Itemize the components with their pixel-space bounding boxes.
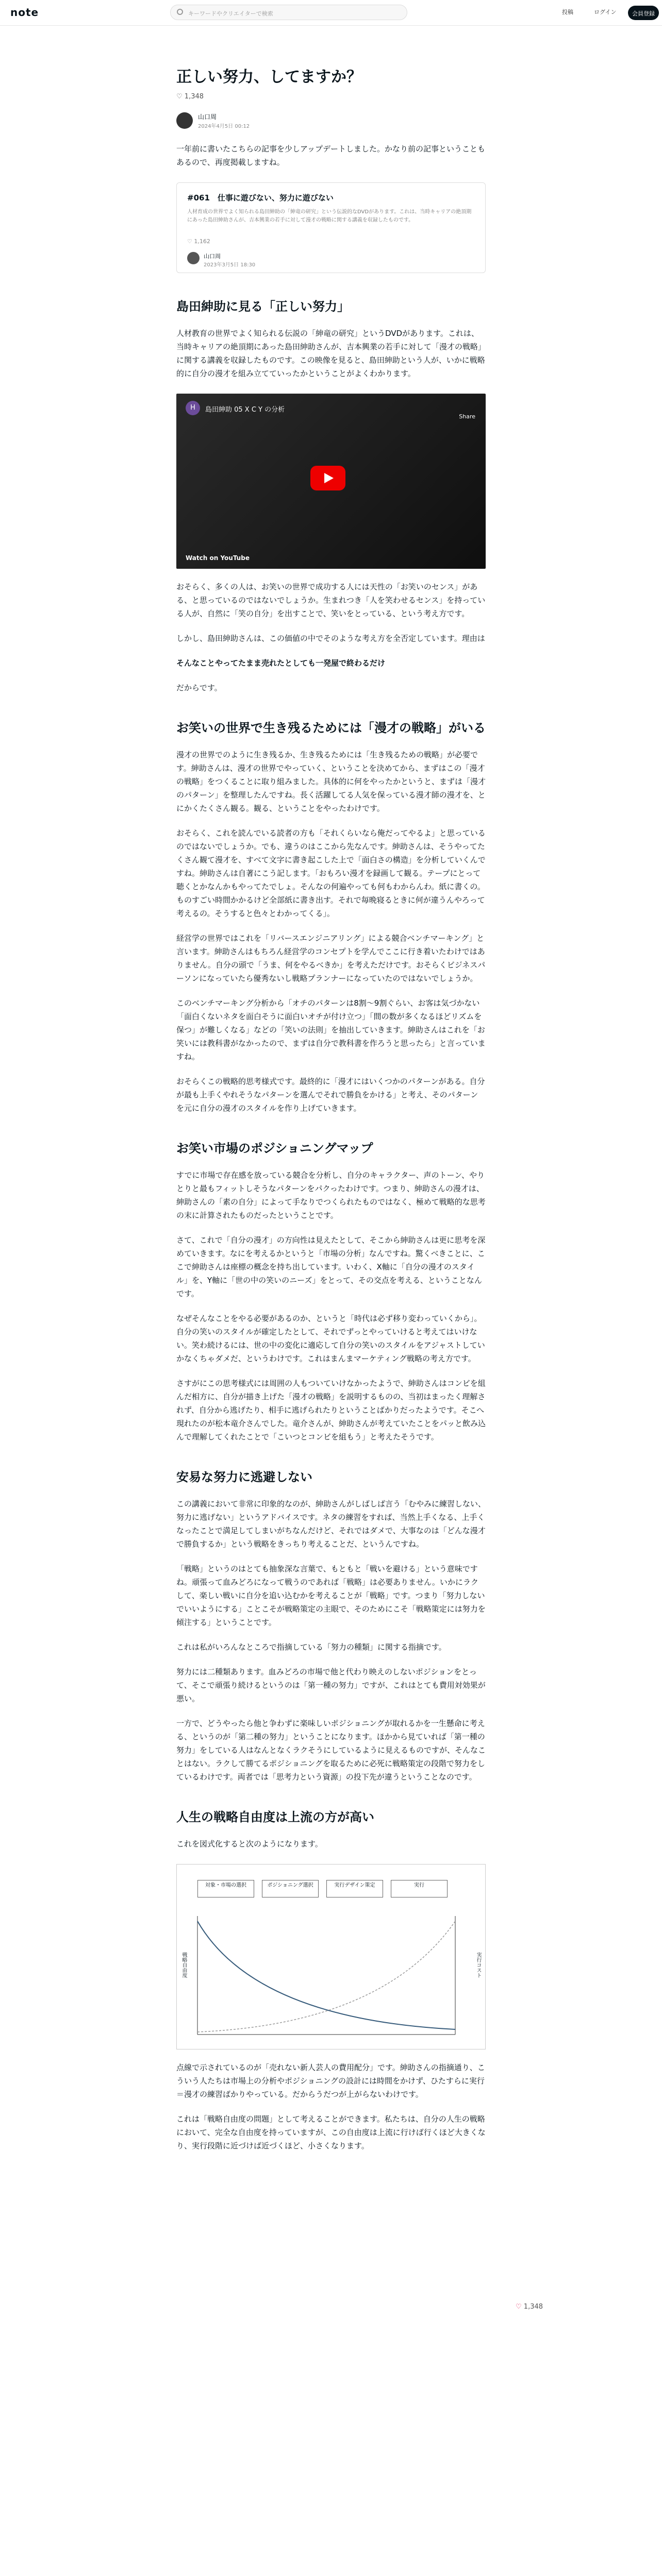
card-description: 人材育成の世界でよく知られる島田紳助の「紳竜の研究」という伝説的なDVDがあります。これは、当時キャリアの絶頂期にあった島田紳助さんが、吉本興業の若手に対して漫才の戦略に関する講義を収録したものです。 [187,209,472,223]
section-heading: お笑いの世界で生き残るためには「漫才の戦略」がいる [176,721,486,735]
post-button[interactable]: 投稿 [562,9,573,15]
paragraph: これは私がいろんなところで指摘している「努力の種類」に関する指摘です。 [176,1642,446,1652]
section-heading: お笑い市場のポジショニングマップ [176,1141,373,1156]
search-input[interactable]: キーワードやクリエイターで検索 [170,5,407,20]
login-button[interactable]: ログイン [594,9,617,15]
axis-label-right: 実行コスト [475,1952,481,1978]
paragraph: これを図式化すると次のようになります。 [176,1839,323,1849]
watch-on-youtube-link[interactable]: Watch on YouTube [186,554,250,562]
channel-icon[interactable]: H [186,401,200,415]
paragraph: おそらく、これを読んでいる読者の方も「それくらいなら俺だってやるよ」と思っているのではないでしょうか。でも、違うのはここから先なんです。紳助さんは、そうやってたくさん観て漫才を、すべて文字に書き起こした上で「面白さの構造」を分析していくんですね。紳助さんは自著にこう記します。「おもろい漫才を録画して観る。テープにとって聴くとかなんかもやってたでしょ。そんなの何遍やっても何もわからんわ。紙に書くの。ものすごい時間かかるけど全部紙に書き出す。それで毎晩寝るときに何が違うんやろって考えるの。そうすると色々とわかってくる」。 [176,828,486,918]
embedded-article-card[interactable] [176,182,486,273]
video-title[interactable]: 島田紳助 05 X C Y の分析 [205,406,285,414]
bold-paragraph: そんなことやってたまま売れたとしても一発屋で終わるだけ [176,658,386,668]
stage-label: 対象・市場の選択 [197,1880,254,1897]
paragraph: 点線で示されているのが「売れない新人芸人の費用配分」です。紳助さんの指摘通り、こういう人たちは市場上の分析やポジショニングの設計には時間をかけず、ひたすらに実行＝漫才の練習ばかりやっている。だからうだつが上がらないわけです。 [176,2063,485,2099]
author-block[interactable] [176,110,486,131]
heart-icon: ♡ [516,2303,522,2311]
stage-label: ポジショニング選択 [262,1880,319,1897]
paragraph: さて、これで「自分の漫才」の方向性は見えたとして、そこから紳助さんは更に思考を深めていきます。なにを考えるかというと「市場の分析」なんですね。驚くべきことに、ここで紳助さんは座標の概念を持ち出しています。いわく、X軸に「自分の漫才のスタイル」を、Y軸に「世の中の笑いのニーズ」をとって、その交点を考える、ということなんです。 [176,1235,486,1298]
card-date: 2023年3月5日 18:30 [204,262,256,268]
stage-label: 実行 [391,1880,448,1897]
search-icon [177,9,183,15]
card-author: 山口周 [204,253,221,260]
paragraph: このベンチマーキング分析から「オチのパターンは8割〜9割ぐらい、お客は気づかない「面白くないネタを面白そうに面白いオチが付け立つ」「間の数が多くなるほどリズムを保つ」が難しくなる」などの「笑いの法則」を抽出していきます。紳助さんはこれを「お笑いには教科書がなかったので、まずは自分で教科書を作ろうと思ったら」と言っていますね。 [176,998,486,1061]
article [176,67,486,2153]
card-likes: ♡ 1,162 [187,238,210,245]
paragraph: だからです。 [176,683,222,692]
paragraph: おそらく、多くの人は、お笑いの世界で成功する人には天性の「お笑いのセンス」がある、と思っているのではないでしょうか。生まれつき「人を笑わせるセンス」を持っている人が、自然に「笑の自分」を出すことで、笑いをとっている、という考え方です。 [176,582,486,618]
paragraph: 漫才の世界でのように生き残るか、生き残るためには「生き残るための戦略」が必要です。紳助さんは、漫才の世界でやっていく、ということを決めてから、まずはこの「漫才の戦略」をつくることに取り組みました。具体的に何をやったかというと、まずは「漫才のパターン」を整理したんですね。長く活躍してる人気を保っている漫才師の漫才を、とにかくたくさん観る。観る、ということをやったわけです。 [176,750,486,813]
card-avatar [187,252,200,264]
youtube-embed[interactable] [176,394,486,569]
paragraph: 人材教育の世界でよく知られる伝説の「紳竜の研究」というDVDがあります。これは、当時キャリアの絶頂期にあった島田紳助さんが、吉本興業の若手に対して「漫才の戦略」に関する講義を収録したものです。この映像を見ると、島田紳助という人が、いかに戦略的に自分の漫才を組み立てていったかということがよくわかります。 [176,329,486,378]
avatar[interactable] [176,112,193,129]
like-count[interactable]: ♡ 1,348 [176,93,204,100]
section-heading: 人生の戦略自由度は上流の方が高い [176,1810,374,1824]
article-title: 正しい努力、してますか？ [176,68,362,86]
paragraph: すでに市場で存在感を放っている競合を分析し、自分のキャラクター、声のトーン、やりとりと最もフィットしそうなパターンをパクったわけです。つまり、紳助さんの漫才は、紳助さんの「素の自分」によって手なりでつくられたものではなく、極めて戦略的な思考の末に計算されたものだったということです。 [176,1171,486,1220]
paragraph: なぜそんなことをやる必要があるのか、というと「時代は必ず移り変わっていくから」。自分の笑いのスタイルが確定したとして、それでずっとやっていけると考えてはいけない。笑わ続けるには、世の中の変化に適応して自分の笑いのスタイルをアジャストしていかなくちゃダメだ、というわけです。これはまんまマーケティング戦略の考え方です。 [176,1314,485,1363]
axis-label-left: 戦略自由度 [181,1952,187,1978]
floating-like-button[interactable]: ♡ 1,348 [516,2303,543,2311]
post-date: 2024年4月5日 00:12 [198,124,250,129]
play-icon[interactable] [310,466,345,490]
paragraph: 経営学の世界ではこれを「リバースエンジニアリング」による競合ベンチマーキング」と言います。紳助さんはもちろん経営学のコンセプトを学んでここに行き着いたわけではありません。自分の頭で「うま、何をやるべきか」を考えただけです。おそらくビジネスパーソンになっていたら優秀ないし戦略プランナーになっていたのではないでしょうか。 [176,934,486,983]
note-logo[interactable]: note [10,6,39,19]
paragraph: おそらくこの戦略的思考様式です。最終的に「漫才にはいくつかのパターンがある。自分が最も上手くやれそうなパターンを選んでそれで勝負をかける」と考え、そのパターンを元に自分の漫才のスタイルを作り上げていきます。 [176,1077,485,1113]
top-header [0,0,662,26]
signup-button[interactable]: 会員登録 [628,6,659,20]
section-heading: 安易な努力に逃避しない [176,1470,312,1484]
section-heading: 島田紳助に見る「正しい努力」 [176,299,350,314]
author-name[interactable]: 山口周 [198,113,217,121]
paragraph: この講義において非常に印象的なのが、紳助さんがしばしば言う「むやみに練習しない、努力に逃げない」というアドバイスです。ネタの練習をすれば、当然上手くなる、上手くなったことで満足してしまいがちなんだけど、それではダメで、大事なのは「どんな漫才で勝負するか」という戦略をきっちり考えることだ、というんですね。 [176,1499,486,1549]
strategy-diagram [176,1864,486,2049]
paragraph: しかし、島田紳助さんは、この価値の中でそのような考え方を全否定しています。理由は [176,634,485,643]
paragraph: 一方で、どうやったら他と争わずに楽味しいポジショニングが取れるかを一生懸命に考える、というのが「第二種の努力」ということになります。ほかから見ていれば「第一種の努力」をしている人はなんとなくラクそうにしているように見えるものですが、そんなことはない。ラクして勝てるポジショニングを取るために必死に戦略策定の段階で努力をしているわけです。両者では「思考力という資源」の投下先が違うということなのです。 [176,1719,486,1782]
paragraph: 「戦略」というのはとても抽象深な言葉で、もともと「戦いを避ける」という意味ですね。頑張って血みどろになって戦うのであれば「戦略」は必要ありません。いかにラクして、楽しい戦いに自分を追い込むかを考えることが「戦略」です。つまり「努力しないでいいようにする」ことこそが戦略策定の主眼で、そのためにこそ「戦略策定には努力を傾注する」ということです。 [176,1564,486,1627]
stage-label: 実行デザイン策定 [326,1880,383,1897]
curve-graphic [177,1865,485,2049]
share-button[interactable]: Share [459,413,475,420]
card-title: #061 仕事に遊びない、努力に遊びない [187,193,334,202]
paragraph: さすがにこの思考様式には周囲の人もついていけなかったようで、紳助さんはコンビを組んだ相方に、自分が描き上げた「漫才の戦略」を説明するものの、当初はまったく理解されず、自分から逃げたり、相手に逃げられたりということばかりだったようです。そこへ現れたのが松本竜介さんでした。竜介さんが、紳助さんが考えていたことをパッと飲み込んで理解してくれたことで「こいつとコンビを組もう」と考えたそうです。 [176,1379,486,1442]
paragraph: これは「戦略自由度の問題」として考えることができます。私たちは、自分の人生の戦略において、完全な自由度を持っていますが、この自由度は上流に行けば行くほど大きくなり、実行段階に近づけば近づくほど、小さくなります。 [176,2114,486,2150]
paragraph: 努力には二種類あります。血みどろの市場で他と代わり映えのしないポジションをとって、そこで頑張り続けるというのは「第一種の努力」ですが、これはとても費用対効果が悪い。 [176,1667,486,1703]
intro-text: 一年前に書いたこちらの記事を少しアップデートしました。かなり前の記事ということもあるので、再度掲載しますね。 [176,144,485,167]
